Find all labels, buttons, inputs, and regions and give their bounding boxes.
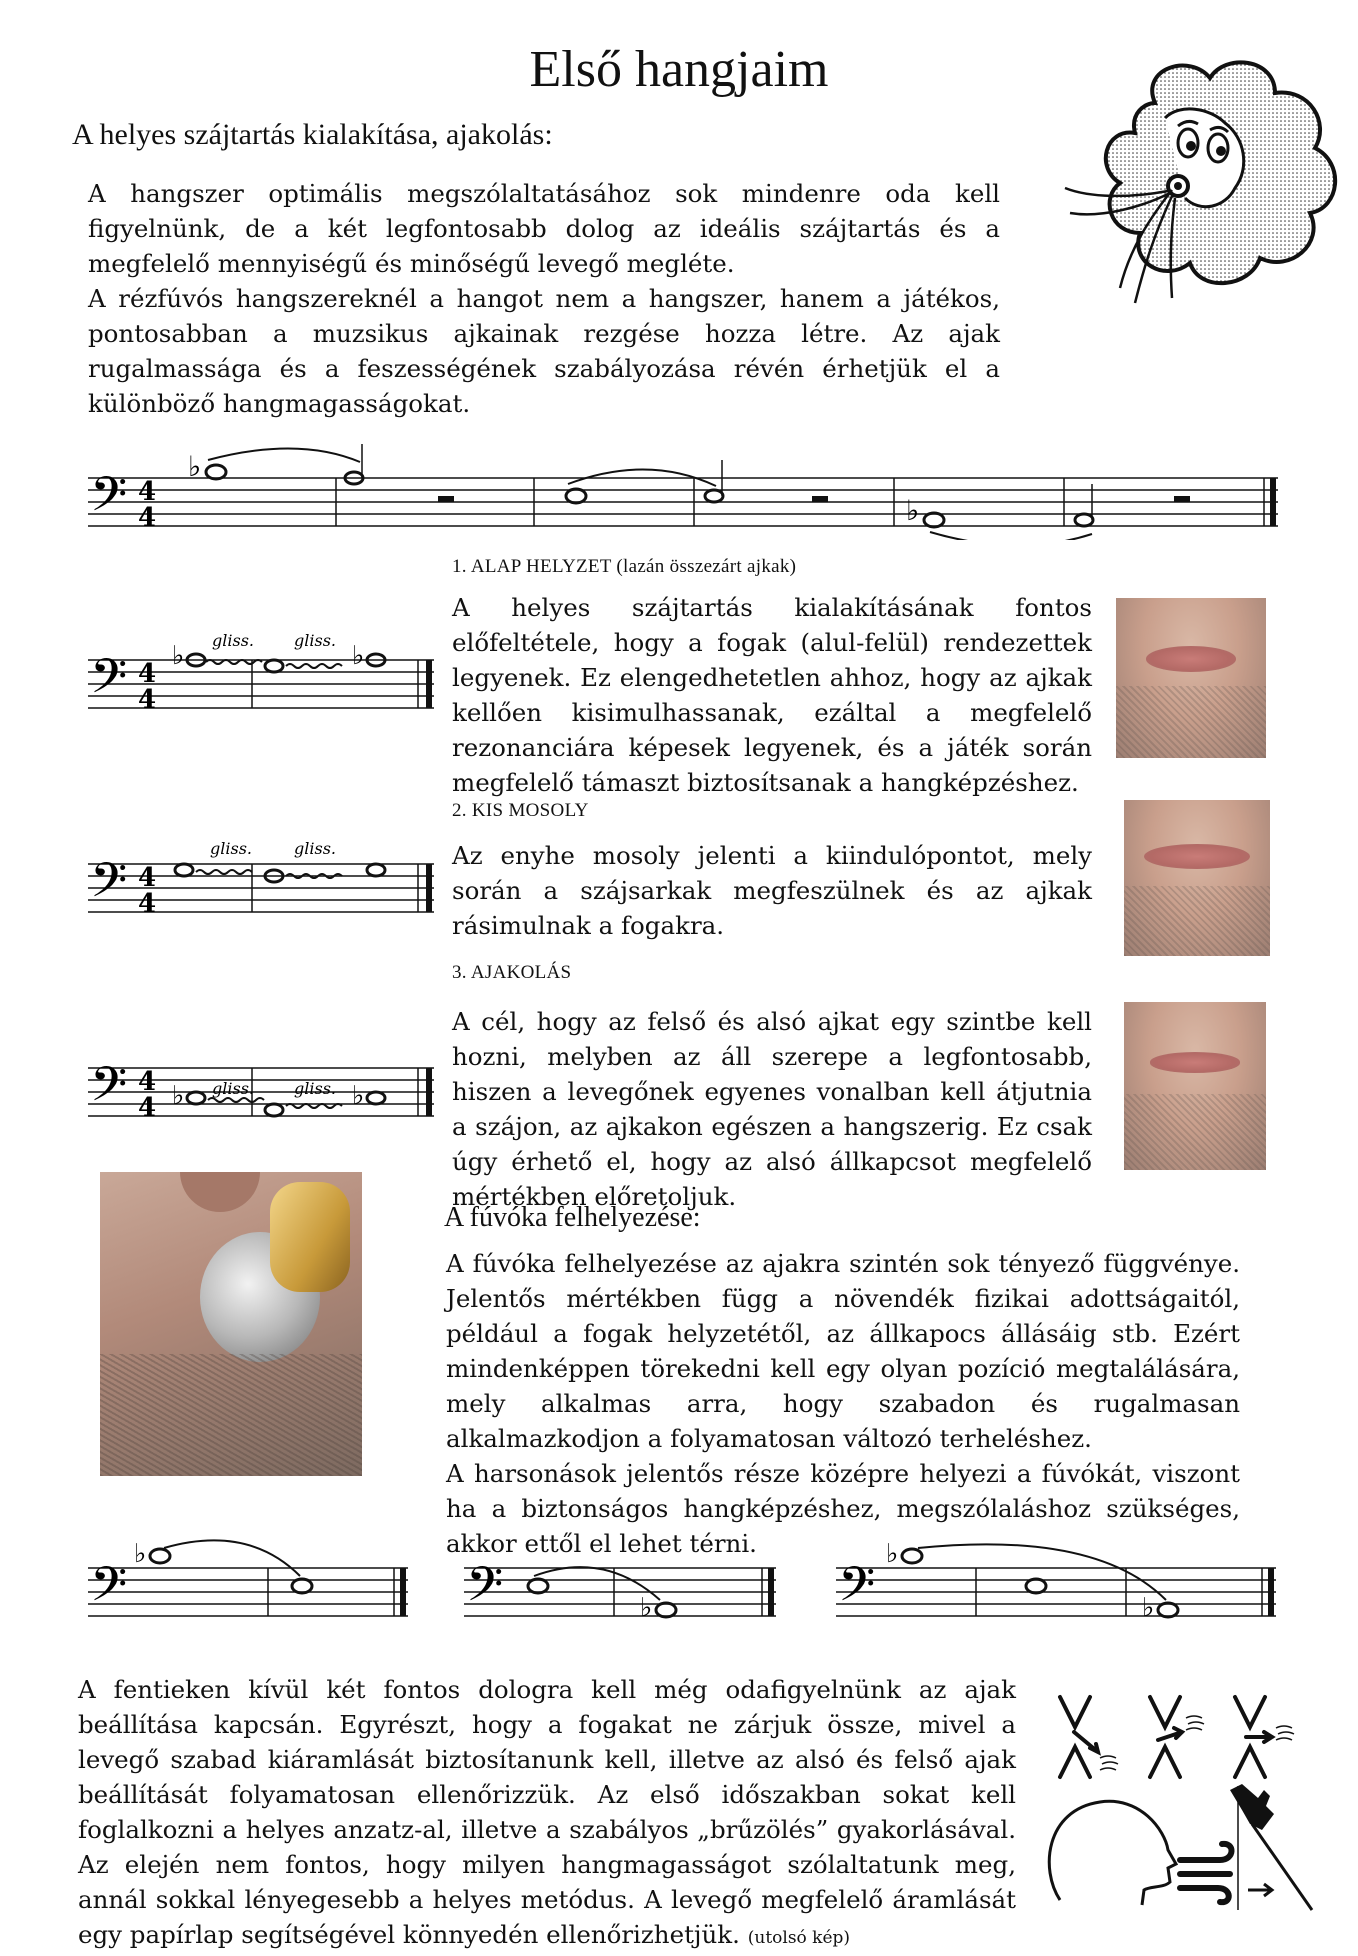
gliss-mark: gliss. bbox=[212, 631, 254, 650]
section-2-text: Az enyhe mosoly jelenti a kiindulópontot, mely során a szájsarkak megfeszülnek és az ajkak rásimulnak a fogakra. bbox=[452, 841, 1092, 940]
time-signature-top: 4 bbox=[138, 863, 157, 893]
time-signature-bottom: 4 bbox=[138, 889, 157, 919]
note-half bbox=[705, 490, 723, 502]
photo-mouthpiece bbox=[100, 1172, 362, 1476]
gliss-mark: gliss. bbox=[212, 1079, 254, 1098]
gliss-mark: gliss. bbox=[294, 631, 336, 650]
staff-long-tones bbox=[88, 440, 1280, 540]
closing-note: (utolsó kép) bbox=[747, 1928, 851, 1948]
time-signature-top: 4 bbox=[138, 659, 157, 689]
note-whole bbox=[924, 513, 944, 527]
photo-lips-rest bbox=[1116, 598, 1266, 758]
intro-text bbox=[88, 176, 1000, 421]
staff-mouthpiece-1 bbox=[88, 1530, 428, 1630]
bass-clef-icon: 𝄢 bbox=[90, 1056, 128, 1124]
staff-mouthpiece-2 bbox=[464, 1530, 784, 1630]
bass-clef-icon: 𝄢 bbox=[838, 1556, 876, 1624]
staff-mouthpiece-3 bbox=[836, 1530, 1284, 1630]
head-breath-icon bbox=[1040, 1790, 1240, 1910]
time-signature-bottom: 4 bbox=[138, 685, 157, 715]
flat-sign: ♭ bbox=[172, 1081, 185, 1111]
flat-sign: ♭ bbox=[640, 1593, 653, 1623]
time-signature-bottom: 4 bbox=[138, 503, 157, 533]
bass-clef-icon: 𝄢 bbox=[90, 1556, 128, 1624]
time-signature-top: 4 bbox=[138, 477, 157, 507]
staff-gliss-2 bbox=[88, 826, 438, 926]
lips-airflow-icon bbox=[1050, 1692, 1300, 1782]
slur bbox=[930, 532, 1092, 540]
rest bbox=[1174, 496, 1190, 502]
paper-hand-icon bbox=[1228, 1784, 1318, 1914]
section-1-label: 1. ALAP HELYZET (lazán összezárt ajkak) bbox=[452, 556, 797, 577]
section-3-text: A cél, hogy az felső és alsó ajkat egy szintbe kell hozni, melyben az áll szerepe a legfontosabb, hiszen a levegőnek egyenes vonalban kell átjutnia a szájon, az ajkakon egészen a hangszerig. Ez csak úgy érhető el, hogy az alsó állkapcsot megfelelő mértékben előretoljuk. bbox=[452, 1007, 1092, 1211]
mouthpiece-heading: A fúvóka felhelyezése: bbox=[444, 1202, 701, 1233]
photo-lips-buzz bbox=[1124, 1002, 1266, 1170]
staff-gliss-3 bbox=[88, 1030, 438, 1130]
intro-heading: A helyes szájtartás kialakítása, ajakolás: bbox=[72, 118, 553, 151]
intro-paragraph-2: A rézfúvós hangszereknél a hangot nem a hangszer, hanem a játékos, pontosabban a muzsikus ajkainak rezgése hozza létre. Az ajak rugalmassága és a feszességének szabályozása révén érhetjük el a különböző hangmagasságokat. bbox=[88, 284, 1000, 418]
section-1-text: A helyes szájtartás kialakításának fontos előfeltétele, hogy a fogak (alul-felül) rendezettek legyenek. Ez elengedhetetlen ahhoz, hogy az ajkak kellően kisimulhassanak, ezáltal a megfelelő rezonanciára képesek legyenek, és a játék során megfelelő támaszt biztosítsanak a hangképzéshez. bbox=[452, 593, 1092, 797]
flat-sign: ♭ bbox=[352, 641, 365, 671]
slur bbox=[208, 448, 360, 462]
gliss-mark: gliss. bbox=[294, 839, 336, 858]
flat-sign: ♭ bbox=[352, 1081, 365, 1111]
section-3-label: 3. AJAKOLÁS bbox=[452, 962, 572, 983]
flat-sign: ♭ bbox=[886, 1539, 899, 1569]
note-whole bbox=[566, 489, 586, 503]
bass-clef-icon: 𝄢 bbox=[90, 466, 128, 534]
intro-paragraph-1: A hangszer optimális megszólaltatásához sok mindenre oda kell figyelnünk, de a két legfontosabb dolog az ideális szájtartás és a megfelelő mennyiségű és minőségű levegő megléte. bbox=[88, 179, 1000, 278]
photo-lips-smile bbox=[1124, 800, 1270, 956]
closing-text bbox=[78, 1672, 1016, 1956]
mouthpiece-text bbox=[446, 1246, 1240, 1561]
note-whole bbox=[206, 465, 226, 479]
staff-gliss-1 bbox=[88, 622, 438, 722]
flat-sign: ♭ bbox=[172, 641, 185, 671]
time-signature-bottom: 4 bbox=[138, 1093, 157, 1123]
gliss-mark: gliss. bbox=[210, 839, 252, 858]
bass-clef-icon: 𝄢 bbox=[90, 648, 128, 716]
flat-sign: ♭ bbox=[188, 450, 202, 483]
bass-clef-icon: 𝄢 bbox=[90, 852, 128, 920]
note-half bbox=[1075, 514, 1093, 526]
gliss-mark: gliss. bbox=[294, 1079, 336, 1098]
flat-sign: ♭ bbox=[134, 1539, 147, 1569]
blowing-cloud-icon bbox=[1060, 48, 1350, 318]
mouthpiece-paragraph-1: A fúvóka felhelyezése az ajakra szintén sok tényező függvénye. Jelentős mértékben függ a növendék fizikai adottságaitól, például a fogak helyzetétől, az állkapocs állásáig stb. Ezért mindenképpen törekedni kell egy olyan pozíció megtalálására, mely alkalmas arra, hogy szabadon és rugalmasan alkalmazkodjon a folyamatosan változó terheléshez. bbox=[446, 1249, 1240, 1453]
flat-sign: ♭ bbox=[906, 494, 920, 527]
flat-sign: ♭ bbox=[1142, 1593, 1155, 1623]
section-2-label: 2. KIS MOSOLY bbox=[452, 800, 589, 821]
page-title: Első hangjaim bbox=[529, 41, 829, 98]
bass-clef-icon: 𝄢 bbox=[466, 1556, 504, 1624]
rest bbox=[812, 496, 828, 502]
rest bbox=[438, 496, 454, 502]
mouthpiece-paragraph-2: A harsonások jelentős része középre helyezi a fúvókát, viszont ha a biztonságos hangképzéshez, megszólaláshoz szükséges, akkor ettől el lehet térni. bbox=[446, 1459, 1240, 1558]
closing-paragraph: A fentieken kívül két fontos dologra kell még odafigyelnünk az ajak beállítása kapcsán. Egyrészt, hogy a fogakat ne zárjuk össze, mivel a levegő szabad kiáramlását biztosítanunk kell, illetve az alsó és felső ajak beállítását folyamatosan ellenőrizzük. Az első időszakban sokat kell foglalkozni a helyes anzatz-al, illetve a szabályos „brűzölés” gyakorlásával. Az elején nem fontos, hogy milyen hangmagasságot szólaltatunk meg, annál sokkal lényegesebb a helyes metódus. A levegő megfelelő áramlását egy papírlap segítségével könnyedén ellenőrizhetjük. bbox=[78, 1675, 1016, 1949]
time-signature-top: 4 bbox=[138, 1067, 157, 1097]
